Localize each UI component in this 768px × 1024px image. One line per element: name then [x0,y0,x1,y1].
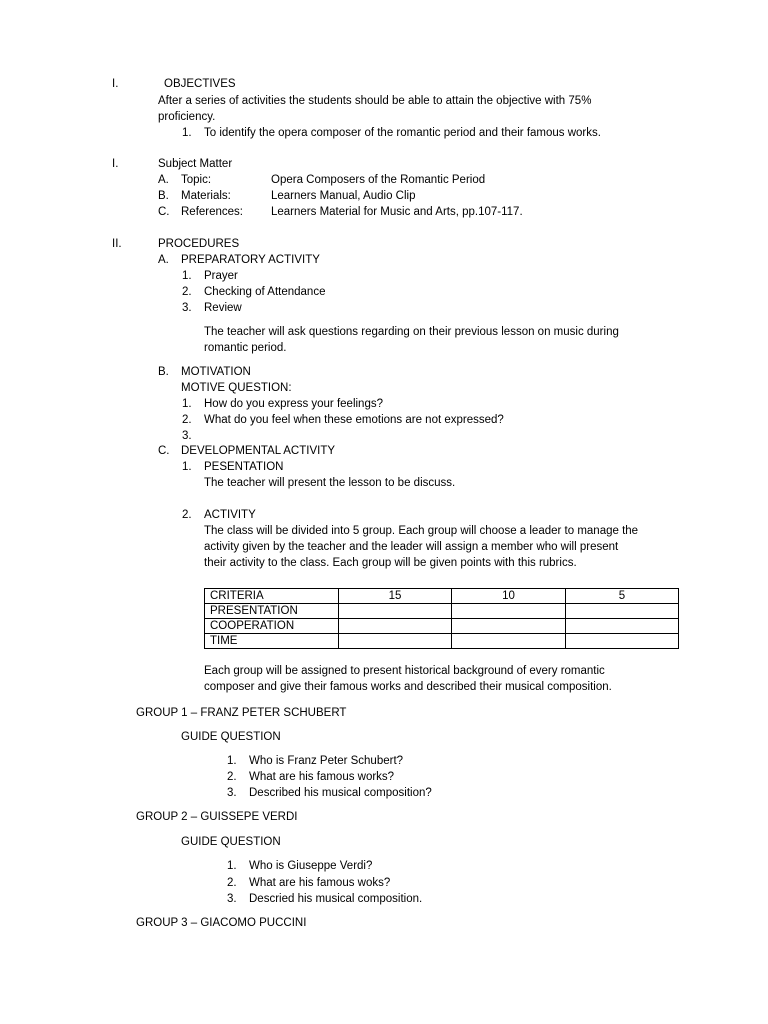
rubric-criterion: COOPERATION [205,619,339,634]
objective-item-text: To identify the opera composer of the romantic period and their famous works. [204,127,601,139]
rubric-cell [452,604,566,619]
objective-item-number: 1. [182,127,192,139]
subject-row-label: Topic: [181,174,212,186]
list-item: What do you feel when these emotions are not expressed? [204,414,504,426]
activity-line3: their activity to the class. Each group will be given points with this rubrics. [204,557,577,569]
list-item-number: 2. [182,286,192,298]
guide-question-label: GUIDE QUESTION [181,836,281,848]
list-item: What are his famous woks? [249,877,391,889]
subject-row-letter: B. [158,190,169,202]
guide-question-label: GUIDE QUESTION [181,731,281,743]
subject-row-label: References: [181,206,244,218]
group-title: GROUP 3 – GIACOMO PUCCINI [136,917,307,929]
list-item-number: 2. [227,771,237,783]
rubric-cell [339,619,452,634]
preparatory-letter: A. [158,254,169,266]
rubric-header-score: 15 [339,589,452,604]
list-item: Described his musical composition? [249,787,432,799]
rubric-cell [452,634,566,649]
rubric-criterion: PRESENTATION [205,604,339,619]
list-item: Review [204,302,242,314]
list-item-number: 2. [227,877,237,889]
motive-question-label: MOTIVE QUESTION: [181,382,292,394]
preparatory-title: PREPARATORY ACTIVITY [181,254,320,266]
group-title: GROUP 2 – GUISSEPE VERDI [136,811,298,823]
rubric-cell [566,634,679,649]
motivation-title: MOTIVATION [181,366,251,378]
list-item-number: 2. [182,509,192,521]
motivation-letter: B. [158,366,169,378]
rubric-header-score: 5 [566,589,679,604]
subject-matter-heading: Subject Matter [158,158,233,170]
list-item-number: 3. [227,893,237,905]
list-item-number: 1. [182,461,192,473]
list-item-number: 3. [182,302,192,314]
procedures-heading: PROCEDURES [158,238,240,250]
procedures-numeral: II. [112,238,122,250]
rubric-cell [566,604,679,619]
developmental-letter: C. [158,445,170,457]
list-item-number: 1. [227,860,237,872]
list-item-number: 1. [182,398,192,410]
list-item-number: 1. [227,755,237,767]
rubric-table [204,588,679,649]
assignment-line1: Each group will be assigned to present historical background of every romantic [204,665,605,677]
list-item-number: 3. [227,787,237,799]
developmental-title: DEVELOPMENTAL ACTIVITY [181,445,336,457]
rubric-cell [339,634,452,649]
subject-row-value: Learners Material for Music and Arts, pp.107-117. [271,206,523,218]
group-title: GROUP 1 – FRANZ PETER SCHUBERT [136,707,347,719]
objectives-heading: OBJECTIVES [164,78,236,90]
subject-row-letter: C. [158,206,170,218]
rubric-header-criteria: CRITERIA [205,589,339,604]
table-row [205,589,679,604]
subject-row-value: Opera Composers of the Romantic Period [271,174,486,186]
presentation-text: The teacher will present the lesson to be discuss. [204,477,456,489]
activity-title: ACTIVITY [204,509,256,521]
objectives-intro-line2: proficiency. [158,111,216,123]
review-note-line1: The teacher will ask questions regarding on their previous lesson on music during [204,326,619,338]
subject-matter-numeral: I. [112,158,119,170]
review-note-line2: romantic period. [204,342,287,354]
rubric-cell [452,619,566,634]
list-item: Who is Franz Peter Schubert? [249,755,404,767]
table-row [205,619,679,634]
activity-line1: The class will be divided into 5 group. Each group will choose a leader to manage the [204,525,639,537]
subject-row-label: Materials: [181,190,231,202]
subject-row-value: Learners Manual, Audio Clip [271,190,416,202]
rubric-header-score: 10 [452,589,566,604]
list-item: What are his famous works? [249,771,395,783]
list-item: Prayer [204,270,238,282]
objectives-intro-line1: After a series of activities the students should be able to attain the objective with 75% [158,95,592,107]
list-item-number: 2. [182,414,192,426]
list-item: Descried his musical composition. [249,893,423,905]
list-item: Checking of Attendance [204,286,326,298]
table-row [205,634,679,649]
subject-row-letter: A. [158,174,169,186]
list-item: How do you express your feelings? [204,398,383,410]
list-item: Who is Giuseppe Verdi? [249,860,373,872]
table-row [205,604,679,619]
rubric-cell [566,619,679,634]
list-item-number: 1. [182,270,192,282]
rubric-criterion: TIME [205,634,339,649]
objectives-numeral: I. [112,78,119,90]
activity-line2: activity given by the teacher and the leader will assign a member who will present [204,541,619,553]
presentation-title: PESENTATION [204,461,284,473]
rubric-cell [339,604,452,619]
list-item-number: 3. [182,430,192,442]
assignment-line2: composer and give their famous works and described their musical composition. [204,681,612,693]
